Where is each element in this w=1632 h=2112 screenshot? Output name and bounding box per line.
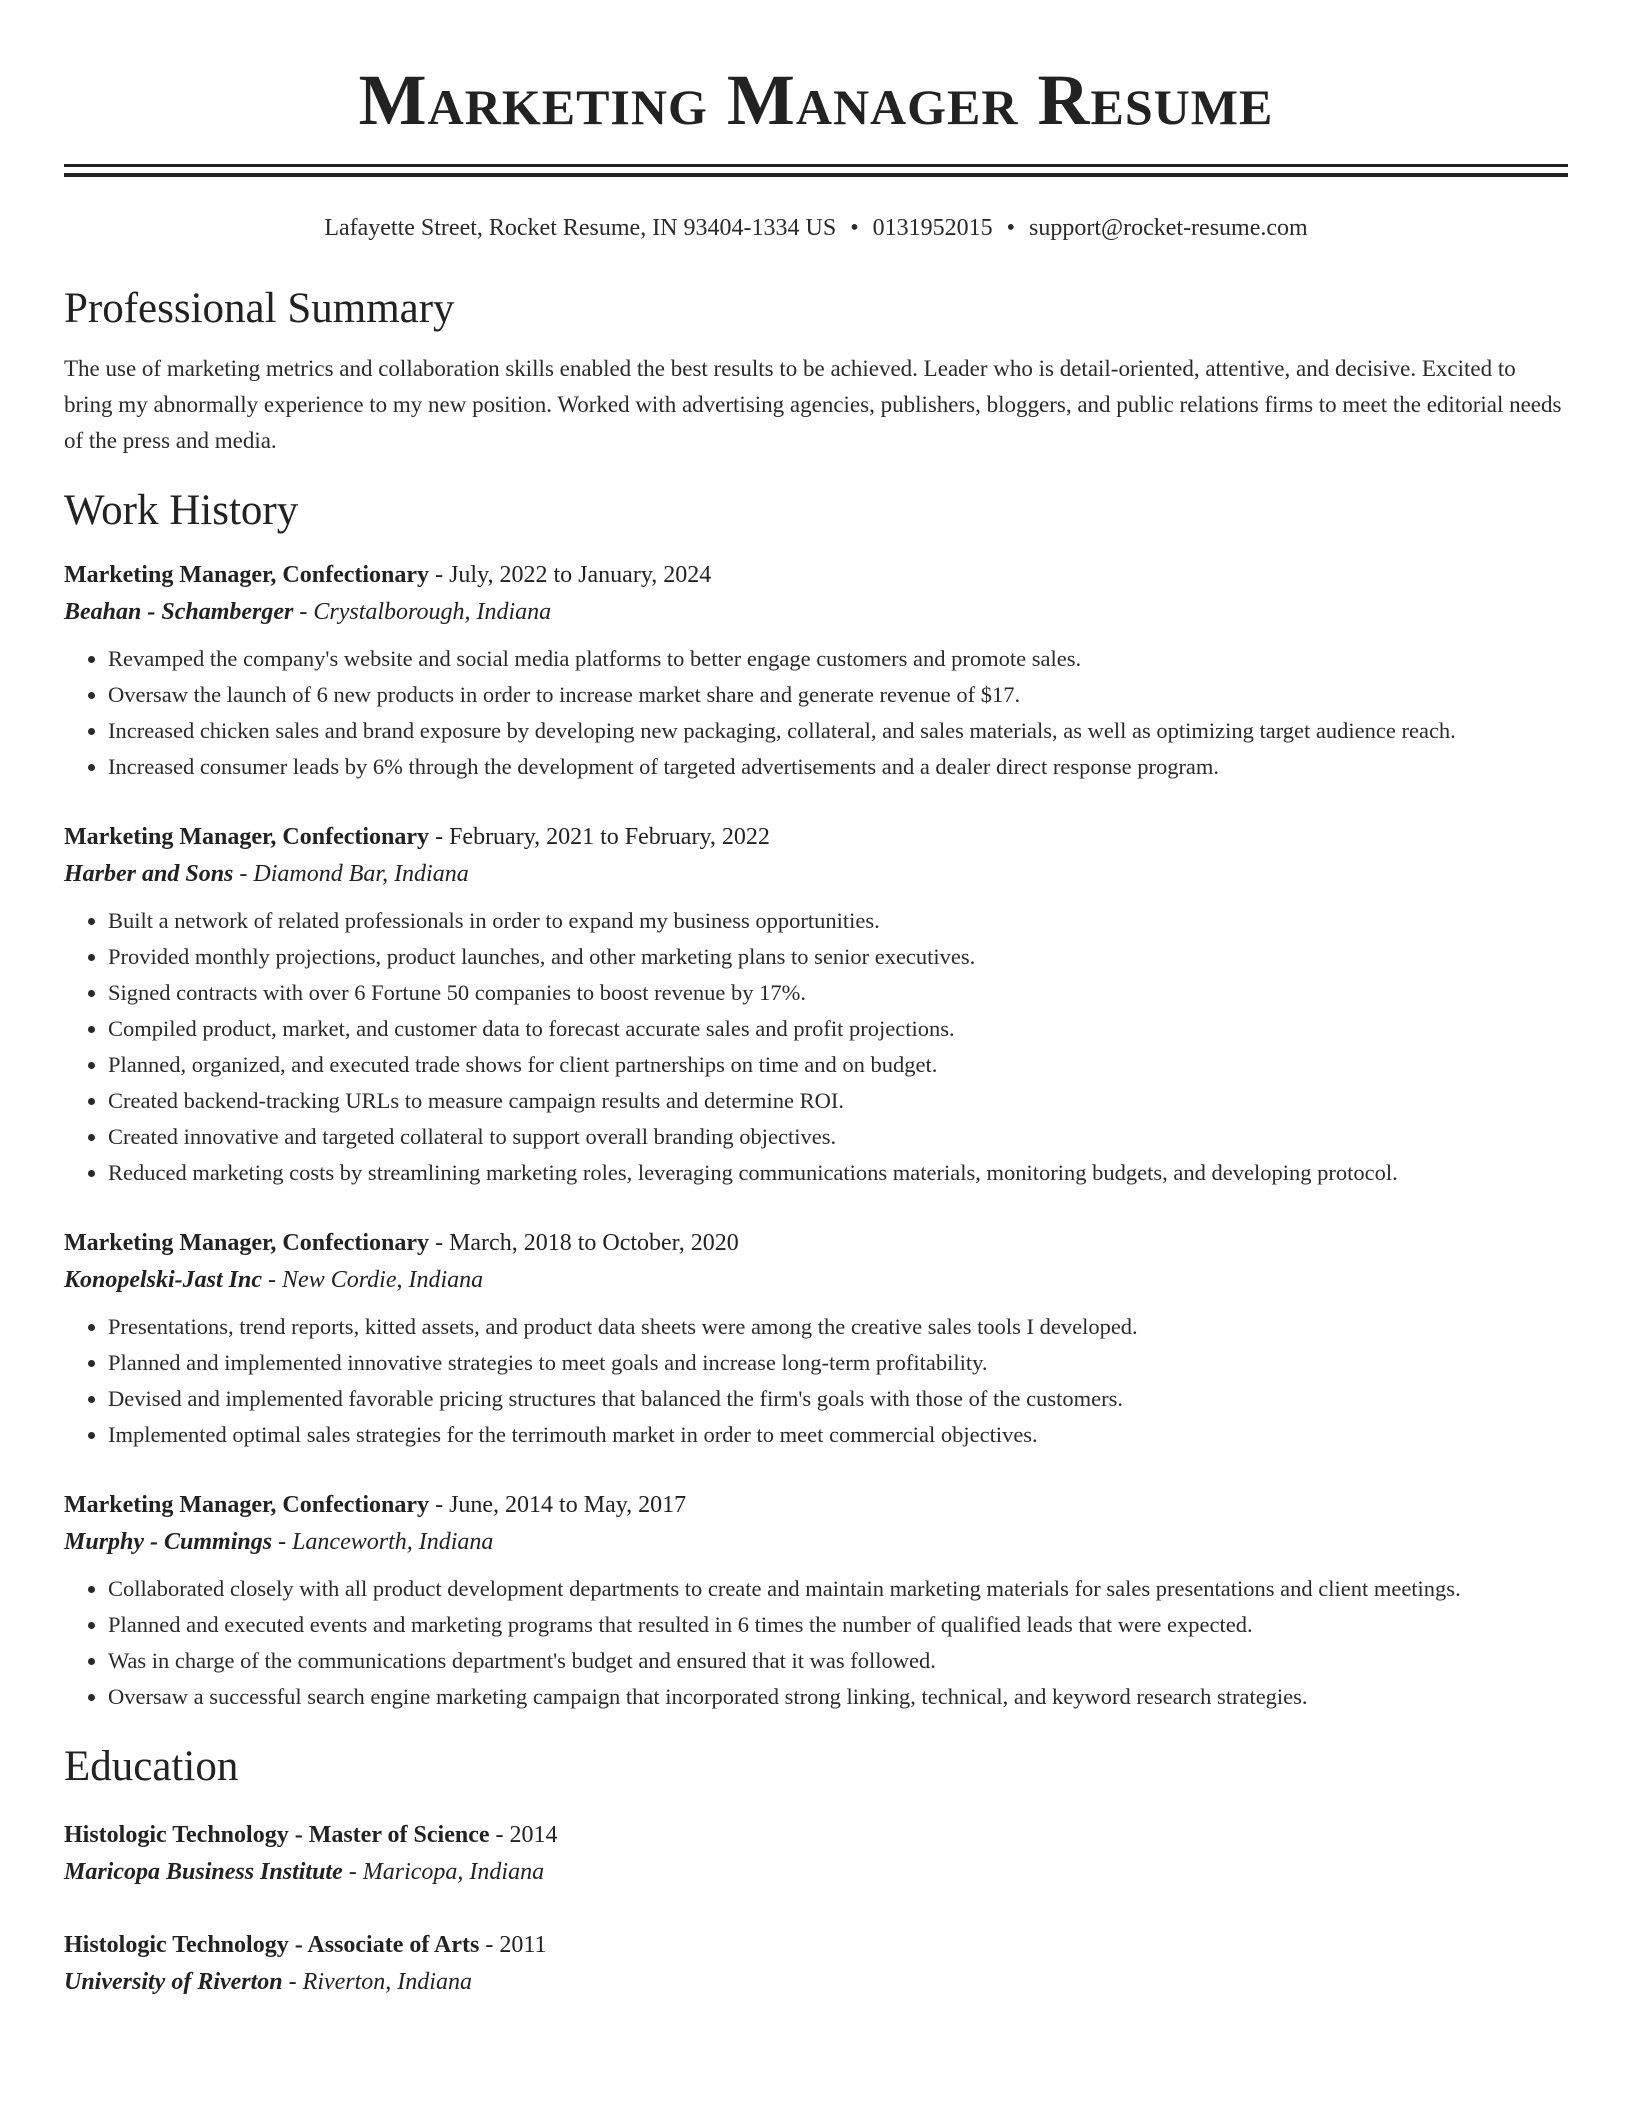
degree-year: 2014 (509, 1822, 558, 1848)
title-divider-top (64, 164, 1568, 167)
job-location: Diamond Bar, Indiana (253, 861, 469, 887)
degree-dash: - (479, 1932, 500, 1958)
job-title-line (64, 1487, 1568, 1523)
job-dates: July, 2022 to January, 2024 (449, 562, 712, 588)
job-dash: - (429, 824, 450, 850)
job-bullet: • Provided monthly projections, product launches, and other marketing plans to senior executives. (108, 939, 1568, 975)
school-name: Maricopa Business Institute (64, 1859, 343, 1885)
job-title: Marketing Manager, Confectionary (64, 1492, 430, 1518)
job-title-line (64, 1225, 1568, 1261)
degree-line (64, 1817, 1568, 1853)
school-line (64, 1963, 1568, 2001)
job-bullet: • Implemented optimal sales strategies for the terrimouth market in order to meet commercial objectives. (108, 1417, 1568, 1453)
job-bullet: • Planned and executed events and marketing programs that resulted in 6 times the number of qualified leads that were expected. (108, 1607, 1568, 1643)
job-title-line (64, 557, 1568, 593)
job-company: Harber and Sons (64, 861, 234, 887)
job-company-line (64, 1261, 1568, 1299)
job-bullet: • Planned, organized, and executed trade shows for client partnerships on time and on budget. (108, 1047, 1568, 1083)
school-location: Maricopa, Indiana (362, 1859, 545, 1885)
job-entry (64, 819, 1568, 1191)
school-dash: - (282, 1969, 303, 1995)
job-bullet: • Created backend-tracking URLs to measure campaign results and determine ROI. (108, 1083, 1568, 1119)
job-bullet: • Increased chicken sales and brand exposure by developing new packaging, collateral, and sales materials, as well as optimizing target audience reach. (108, 713, 1568, 749)
job-location: New Cordie, Indiana (282, 1267, 484, 1293)
job-location: Crystalborough, Indiana (313, 599, 552, 625)
contact-separator: • (850, 215, 859, 241)
job-company: Beahan - Schamberger (64, 599, 294, 625)
title-divider-bottom (64, 173, 1568, 177)
contact-line (64, 213, 1568, 243)
resume-page (64, 0, 1568, 2001)
summary-heading: Professional Summary (64, 285, 455, 332)
job-company-line (64, 593, 1568, 631)
education-entry (64, 1927, 1568, 2001)
job-title: Marketing Manager, Confectionary (64, 824, 430, 850)
degree-title: Histologic Technology - Associate of Arts (64, 1932, 480, 1958)
job-bullet: • Planned and implemented innovative strategies to meet goals and increase long-term profitability. (108, 1345, 1568, 1381)
job-entry (64, 1225, 1568, 1453)
job-bullet: • Reduced marketing costs by streamlining marketing roles, leveraging communications materials, monitoring budgets, and developing protocol. (108, 1155, 1568, 1191)
job-company: Konopelski-Jast Inc (64, 1267, 263, 1293)
job-entry (64, 1487, 1568, 1715)
school-name: University of Riverton (64, 1969, 283, 1995)
job-bullet: • Created innovative and targeted collateral to support overall branding objectives. (108, 1119, 1568, 1155)
degree-line (64, 1927, 1568, 1963)
job-dash: - (272, 1529, 293, 1555)
job-company-line (64, 1523, 1568, 1561)
degree-title: Histologic Technology - Master of Science (64, 1822, 490, 1848)
job-bullet: • Presentations, trend reports, kitted assets, and product data sheets were among the creative sales tools I developed. (108, 1309, 1568, 1345)
job-dates: March, 2018 to October, 2020 (449, 1230, 739, 1256)
job-bullet: • Oversaw the launch of 6 new products in order to increase market share and generate revenue of $17. (108, 677, 1568, 713)
job-dash: - (429, 1230, 450, 1256)
contact-address: Lafayette Street, Rocket Resume, IN 93404-1334 US (324, 215, 837, 241)
job-entry (64, 557, 1568, 785)
job-title-line (64, 819, 1568, 855)
job-dash: - (293, 599, 314, 625)
job-bullets (64, 641, 1568, 785)
job-bullet: • Increased consumer leads by 6% through the development of targeted advertisements and a dealer direct response program. (108, 749, 1568, 785)
job-bullet: • Collaborated closely with all product development departments to create and maintain marketing materials for sales presentations and client meetings. (108, 1571, 1568, 1607)
job-dash: - (262, 1267, 283, 1293)
job-bullets (64, 1571, 1568, 1715)
education-entry (64, 1817, 1568, 1891)
school-line (64, 1853, 1568, 1891)
job-dates: February, 2021 to February, 2022 (449, 824, 770, 850)
job-bullet: • Devised and implemented favorable pricing structures that balanced the firm's goals with those of the customers. (108, 1381, 1568, 1417)
job-dash: - (429, 562, 450, 588)
job-bullet: • Built a network of related professionals in order to expand my business opportunities. (108, 903, 1568, 939)
school-location: Riverton, Indiana (302, 1969, 472, 1995)
resume-title: Marketing Manager Resume (358, 60, 1274, 140)
contact-phone: 0131952015 (872, 215, 993, 241)
job-bullets (64, 1309, 1568, 1453)
school-dash: - (342, 1859, 363, 1885)
job-dash: - (233, 861, 254, 887)
work-history-heading: Work History (64, 487, 299, 534)
job-bullet: • Signed contracts with over 6 Fortune 50 companies to boost revenue by 17%. (108, 975, 1568, 1011)
job-title: Marketing Manager, Confectionary (64, 562, 430, 588)
job-dash: - (429, 1492, 450, 1518)
job-company-line (64, 855, 1568, 893)
education-heading: Education (64, 1743, 239, 1790)
job-dates: June, 2014 to May, 2017 (449, 1492, 687, 1518)
summary-text: The use of marketing metrics and collaboration skills enabled the best results to be achieved. Leader who is detail-oriented, attentive, and decisive. Excited to bring my abnormally experience to my new position. Worked with advertising agencies, publishers, bloggers, and public relations firms to meet the editorial needs of the press and media. (64, 356, 1562, 453)
job-bullet: • Compiled product, market, and customer data to forecast accurate sales and profit projections. (108, 1011, 1568, 1047)
contact-separator: • (1006, 215, 1015, 241)
job-bullet: • Was in charge of the communications department's budget and ensured that it was followed. (108, 1643, 1568, 1679)
job-company: Murphy - Cummings (64, 1529, 273, 1555)
job-location: Lanceworth, Indiana (292, 1529, 494, 1555)
job-bullet: • Oversaw a successful search engine marketing campaign that incorporated strong linking, technical, and keyword research strategies. (108, 1679, 1568, 1715)
degree-year: 2011 (499, 1932, 547, 1958)
contact-email: support@rocket-resume.com (1029, 215, 1308, 241)
job-bullet: • Revamped the company's website and social media platforms to better engage customers and promote sales. (108, 641, 1568, 677)
degree-dash: - (489, 1822, 510, 1848)
job-title: Marketing Manager, Confectionary (64, 1230, 430, 1256)
job-bullets (64, 903, 1568, 1191)
